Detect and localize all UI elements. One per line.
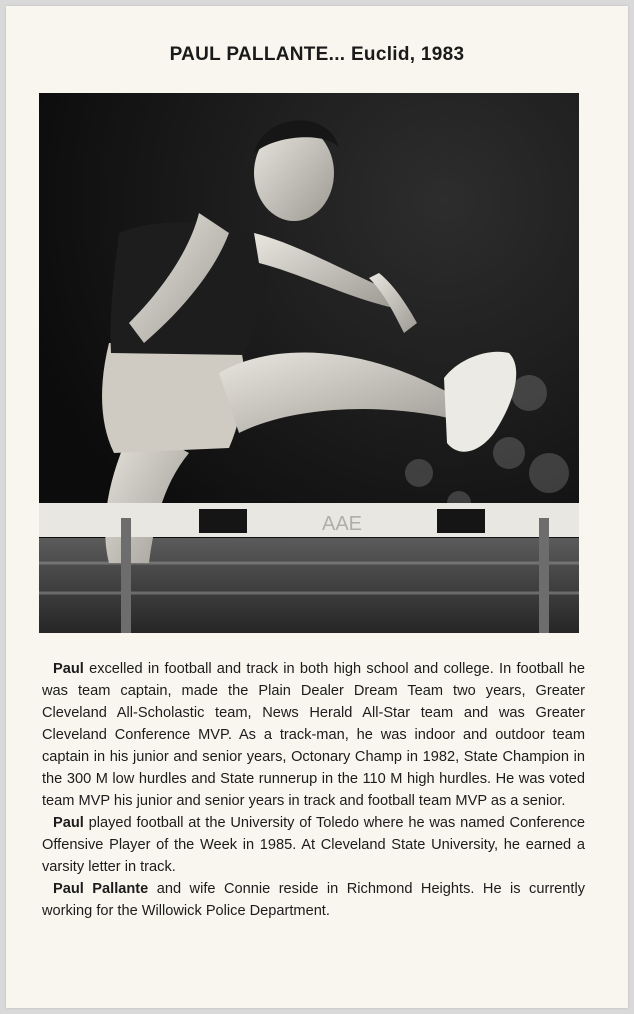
paragraph-text: and wife Connie reside in Richmond Heights. He is currently working for the Willowick Police Department.	[42, 881, 586, 919]
paragraph-text: played football at the University of Toledo where he was named Conference Offensive Player of the Week in 1985. At Cleveland State University, he earned a varsity letter in track.	[42, 815, 585, 875]
paragraph	[42, 878, 585, 922]
paragraph-text: excelled in football and track in both high school and college. In football he was team captain, made the Plain Dealer Dream Team two years, Greater Cleveland All-Scholastic team, News Herald All-Star team and was Greater Cleveland Conference MVP. As a track-man, he was indoor and outdoor team captain in his junior and senior years, Octonary Champ in 1982, State Champion in the 300 M low hurdles and State runnerup in the 110 M high hurdles. He was voted team MVP his junior and senior years in track and football team MVP as a senior.	[42, 661, 585, 809]
document-page	[6, 6, 628, 1008]
paragraph-lead: Paul Pallante	[53, 881, 149, 897]
hurdler-photo-illustration	[39, 93, 579, 633]
paragraph	[42, 658, 585, 812]
paragraph	[42, 812, 585, 878]
athlete-photo	[39, 93, 579, 633]
biography-text	[42, 658, 585, 922]
hurdle-logo-text: AAE	[321, 513, 363, 535]
paragraph-lead: Paul	[53, 815, 84, 831]
page-title: PAUL PALLANTE... Euclid, 1983	[169, 44, 465, 65]
paragraph-lead: Paul	[53, 661, 84, 677]
